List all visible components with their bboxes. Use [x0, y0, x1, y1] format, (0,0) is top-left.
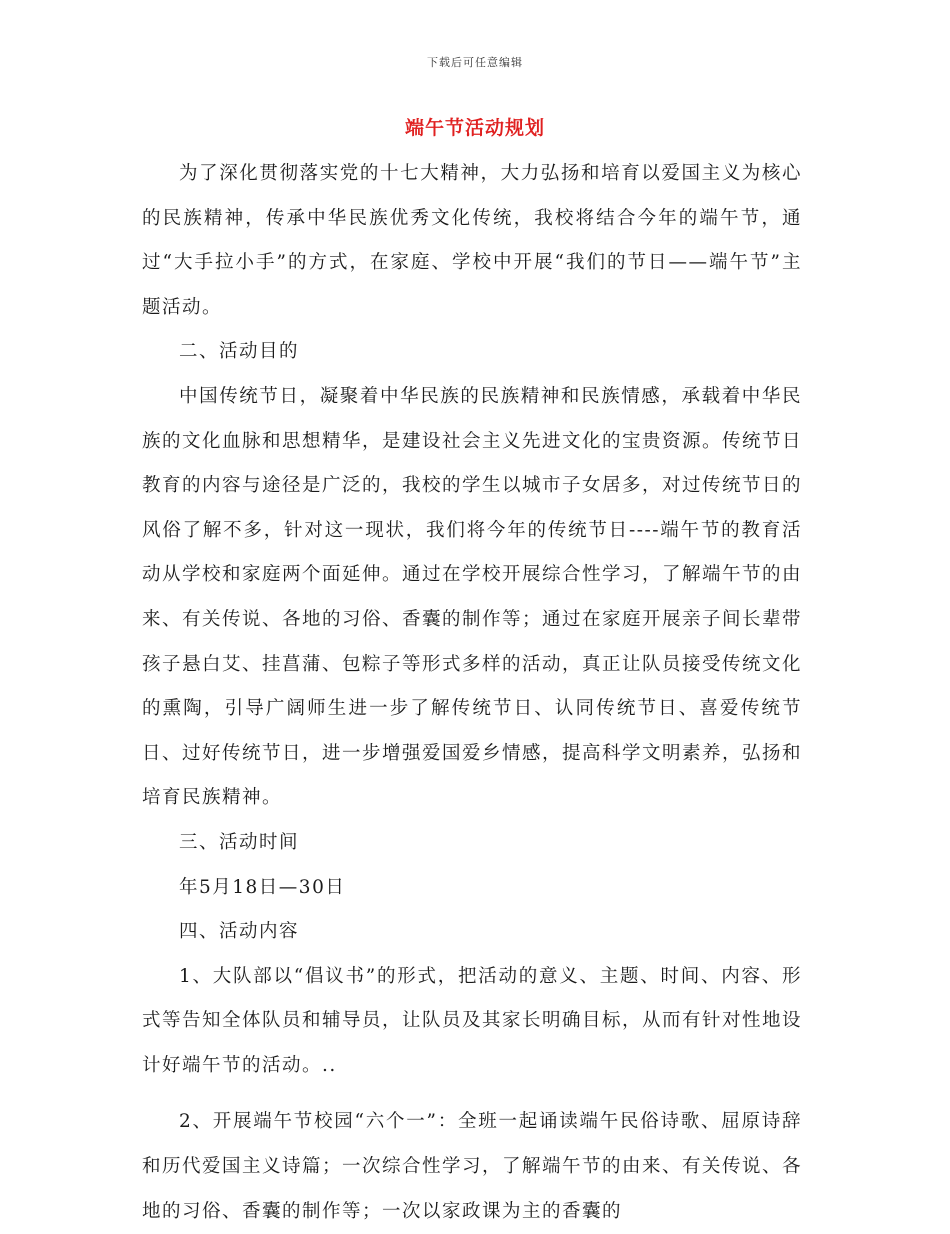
page-header-note: 下载后可任意编辑: [427, 56, 523, 69]
section-heading-purpose: 二、活动目的: [179, 341, 300, 363]
section-heading-time: 三、活动时间: [179, 831, 300, 853]
document-body: [142, 152, 802, 1234]
purpose-paragraph: 中国传统节日，凝聚着中华民族的民族精神和民族情感，承载着中华民族的文化血脉和思想精华，是建设社会主义先进文化的宝贵资源。传统节日教育的内容与途径是广泛的，我校的学生以城市子女居多，对过传统节日的风俗了解不多，针对这一现状，我们将今年的传统节日----端午节的教育活动从学校和家庭两个面延伸。通过在学校开展综合性学习，了解端午节的由来、有关传说、各地的习俗、香囊的制作等；通过在家庭开展亲子间长辈带孩子悬白艾、挂菖蒲、包粽子等形式多样的活动，真正让队员接受传统文化的熏陶，引导广阔师生进一步了解传统节日、认同传统节日、喜爱传统节日、过好传统节日，进一步增强爱国爱乡情感，提高科学文明素养，弘扬和培育民族精神。: [142, 385, 803, 809]
intro-paragraph: 为了深化贯彻落实党的十七大精神，大力弘扬和培育以爱国主义为核心的民族精神，传承中华民族优秀文化传统，我校将结合今年的端午节，通过“大手拉小手”的方式，在家庭、学校中开展“我们的节日——端午节”主题活动。: [142, 163, 802, 318]
time-paragraph: 年5月18日—30日: [179, 876, 346, 898]
content-item-2: 2、开展端午节校园“六个一”：全班一起诵读端午民俗诗歌、屈原诗辞和历代爱国主义诗篇；一次综合性学习，了解端午节的由来、有关传说、各地的习俗、香囊的制作等；一次以家政课为主的香囊的: [142, 1111, 803, 1222]
document-title: 端午节活动规划: [404, 117, 545, 139]
content-item-1: 1、大队部以“倡议书”的形式，把活动的意义、主题、时间、内容、形式等告知全体队员和辅导员，让队员及其家长明确目标，从而有针对性地设计好端午节的活动。..: [142, 965, 803, 1076]
section-heading-content: 四、活动内容: [179, 921, 300, 943]
